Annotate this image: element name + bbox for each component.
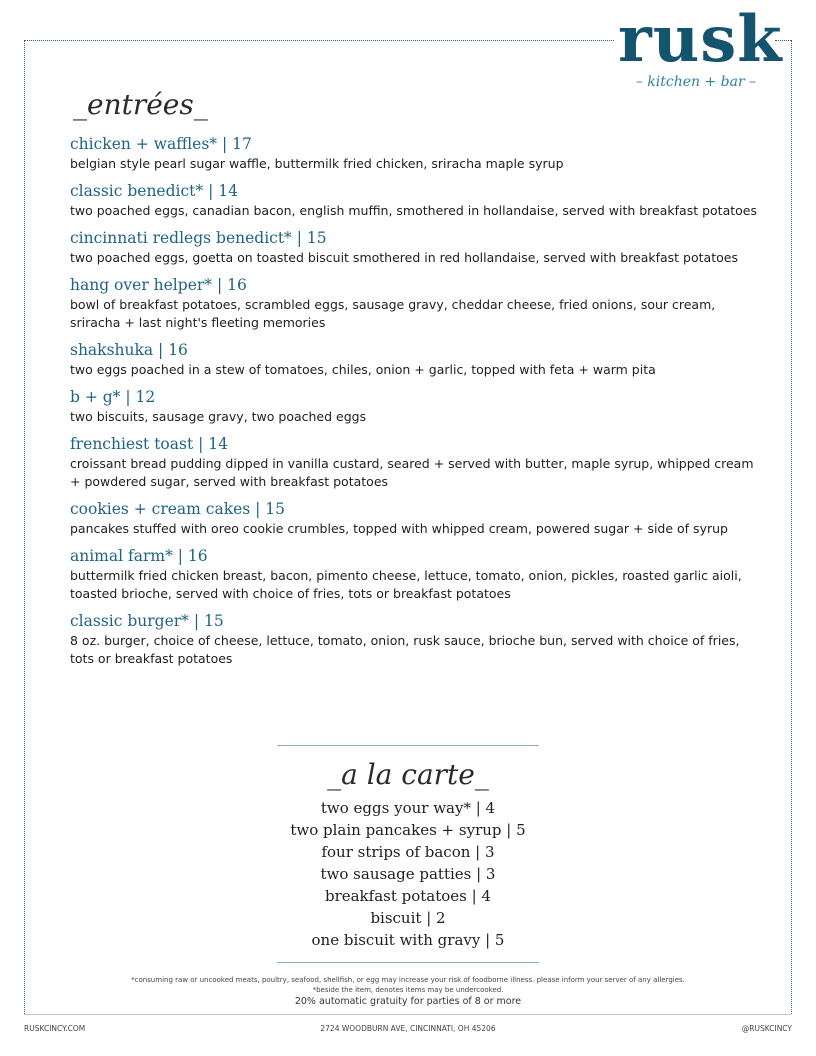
menu-item-description: two biscuits, sausage gravy, two poached eggs bbox=[70, 409, 367, 424]
menu-item-description: two poached eggs, goetta on toasted biscuit smothered in red hollandaise, served with breakfast potatoes bbox=[70, 250, 738, 265]
divider-top bbox=[277, 745, 539, 746]
menu-item bbox=[70, 134, 760, 173]
disclaimer-line-1: *consuming raw or uncooked meats, poultry, seafood, shellfish, or egg may increase your risk of foodborne illness. please inform your server of any allergies. bbox=[131, 976, 685, 984]
footer-address: 2724 WOODBURN AVE, CINCINNATI, OH 45206 bbox=[320, 1024, 496, 1033]
entrees-list bbox=[70, 134, 760, 676]
a-la-carte-item: two sausage patties | 3 bbox=[320, 865, 496, 883]
a-la-carte-item: one biscuit with gravy | 5 bbox=[311, 931, 505, 949]
brand-name: rusk bbox=[618, 2, 783, 77]
menu-item bbox=[70, 499, 760, 538]
menu-item-title: classic benedict* | 14 bbox=[70, 182, 238, 200]
a-la-carte-list bbox=[0, 797, 816, 951]
menu-item-description: bowl of breakfast potatoes, scrambled eggs, sausage gravy, cheddar cheese, fried onions, sour cream, sriracha + last night's fleeting memories bbox=[70, 297, 716, 330]
menu-item-title: shakshuka | 16 bbox=[70, 341, 188, 359]
menu-item bbox=[70, 546, 760, 603]
menu-item-title: animal farm* | 16 bbox=[70, 547, 208, 565]
menu-item bbox=[70, 275, 760, 332]
a-la-carte-item: four strips of bacon | 3 bbox=[321, 843, 495, 861]
menu-item-description: pancakes stuffed with oreo cookie crumbles, topped with whipped cream, powered sugar + side of syrup bbox=[70, 521, 728, 536]
gratuity-note: 20% automatic gratuity for parties of 8 or more bbox=[294, 996, 522, 1007]
divider-bottom bbox=[277, 962, 539, 963]
a-la-carte-item: breakfast potatoes | 4 bbox=[324, 887, 492, 905]
footer-handle: @RUSKCINCY bbox=[741, 1024, 792, 1033]
menu-item bbox=[70, 181, 760, 220]
menu-item bbox=[70, 228, 760, 267]
menu-item-description: buttermilk fried chicken breast, bacon, pimento cheese, lettuce, tomato, onion, pickles, roasted garlic aioli, toasted brioche, served with choice of fries, tots or breakfast potatoes bbox=[70, 568, 742, 601]
menu-item bbox=[70, 387, 760, 426]
menu-item-description: 8 oz. burger, choice of cheese, lettuce, tomato, onion, rusk sauce, brioche bun, served with choice of fries, tots or breakfast potatoes bbox=[70, 633, 740, 666]
allergy-disclaimer bbox=[0, 975, 816, 995]
menu-item-title: cincinnati redlegs benedict* | 15 bbox=[70, 229, 327, 247]
menu-item-title: classic burger* | 15 bbox=[70, 612, 224, 630]
entrees-heading: _entrées_ bbox=[73, 88, 208, 121]
menu-item-title: cookies + cream cakes | 15 bbox=[70, 500, 286, 518]
a-la-carte-item: two eggs your way* | 4 bbox=[320, 799, 496, 817]
disclaimer-line-2: *beside the item, denotes items may be undercooked. bbox=[312, 986, 504, 994]
menu-item bbox=[70, 434, 760, 491]
frame-border-bottom bbox=[24, 1014, 791, 1015]
a-la-carte-item: two plain pancakes + syrup | 5 bbox=[290, 821, 526, 839]
menu-item-description: belgian style pearl sugar waffle, buttermilk fried chicken, sriracha maple syrup bbox=[70, 156, 564, 171]
menu-item-title: chicken + waffles* | 17 bbox=[70, 135, 252, 153]
menu-item-title: b + g* | 12 bbox=[70, 388, 156, 406]
menu-item bbox=[70, 340, 760, 379]
brand-tagline: – kitchen + bar – bbox=[635, 74, 757, 90]
frame-border-top bbox=[24, 40, 614, 41]
footer-website: RUSKCINCY.COM bbox=[24, 1024, 86, 1033]
a-la-carte-heading: _a la carte_ bbox=[327, 758, 489, 791]
a-la-carte-item: biscuit | 2 bbox=[370, 909, 446, 927]
menu-item-description: two eggs poached in a stew of tomatoes, chiles, onion + garlic, topped with feta + warm pita bbox=[70, 362, 656, 377]
brand-logo bbox=[618, 2, 783, 90]
menu-item-description: two poached eggs, canadian bacon, english muffin, smothered in hollandaise, served with breakfast potatoes bbox=[70, 203, 757, 218]
menu-item-description: croissant bread pudding dipped in vanilla custard, seared + served with butter, maple syrup, whipped cream + powdered sugar, served with breakfast potatoes bbox=[70, 456, 754, 489]
menu-item-title: frenchiest toast | 14 bbox=[70, 435, 228, 453]
menu-item bbox=[70, 611, 760, 668]
menu-item-title: hang over helper* | 16 bbox=[70, 276, 247, 294]
